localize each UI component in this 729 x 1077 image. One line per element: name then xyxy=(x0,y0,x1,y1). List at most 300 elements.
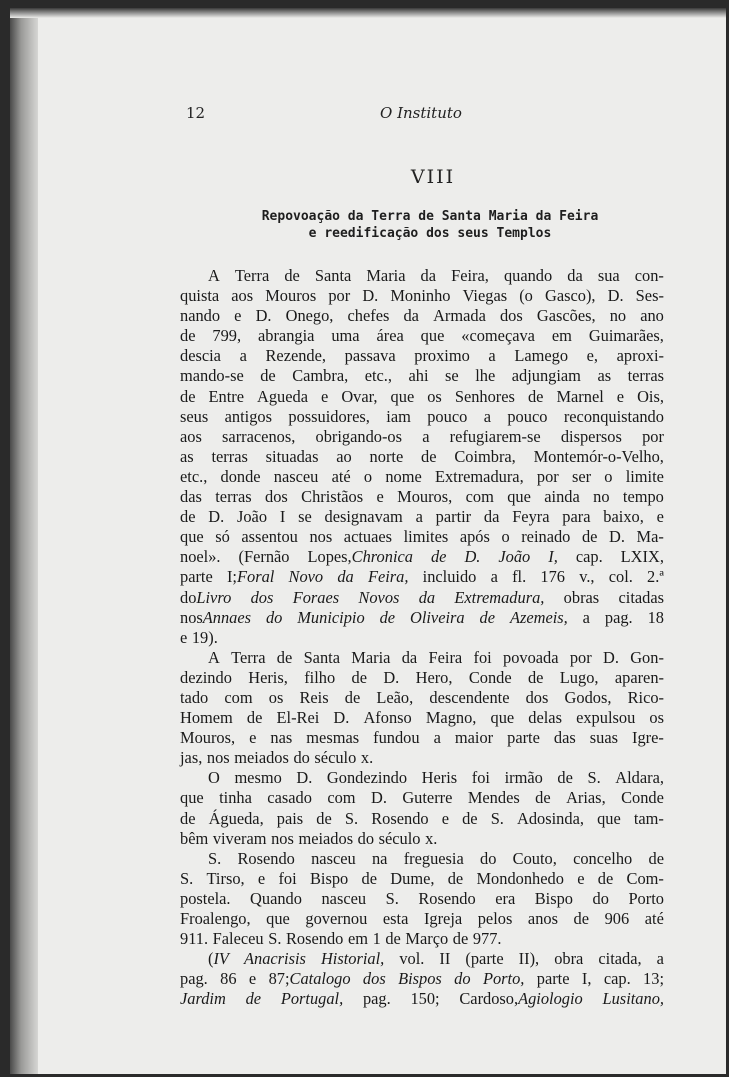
word: século xyxy=(314,748,357,768)
word: 977. xyxy=(472,929,502,949)
word: pag. xyxy=(604,607,633,627)
section-heading-line: Repovoação da Terra de Santa Maria da Feira xyxy=(261,209,599,224)
word: foi xyxy=(473,647,492,667)
word: uma xyxy=(331,326,360,346)
word: de xyxy=(581,527,598,547)
word: D. xyxy=(333,708,350,728)
word: Março xyxy=(405,929,449,949)
word: abrangia xyxy=(257,326,315,346)
word: Lopes,Chronica xyxy=(307,547,413,567)
word: anos xyxy=(527,909,558,928)
word: que xyxy=(266,909,290,928)
journal-title: O Instituto xyxy=(380,104,462,122)
word: Gascões, xyxy=(536,306,596,326)
word: de xyxy=(379,607,396,627)
word: que xyxy=(597,808,621,828)
word: mando-se xyxy=(180,366,244,386)
word: A xyxy=(208,647,220,667)
text-line xyxy=(180,969,664,989)
word: dos xyxy=(525,687,549,707)
word: nando xyxy=(180,306,221,326)
word: terras xyxy=(627,366,664,386)
word: 176 xyxy=(540,567,565,587)
word: con- xyxy=(634,266,664,285)
word: de xyxy=(385,929,401,949)
word: de xyxy=(527,667,544,687)
text-line xyxy=(180,628,664,648)
word: Adosinda, xyxy=(517,808,584,828)
word: possuidores, xyxy=(288,406,370,426)
word: Bispo xyxy=(309,868,349,888)
word: limites xyxy=(403,527,449,547)
word: de xyxy=(276,647,293,667)
word: de xyxy=(535,788,551,808)
word: 86 xyxy=(220,969,237,989)
word: Ois, xyxy=(637,386,664,406)
word: que xyxy=(420,326,445,346)
word: foi xyxy=(278,868,297,888)
word: aparen- xyxy=(614,667,664,687)
word: Gasco), xyxy=(544,286,596,306)
word: aos xyxy=(180,426,202,446)
word: Novo xyxy=(288,567,324,587)
word: filho xyxy=(304,667,336,687)
word: I, xyxy=(548,547,558,567)
word: de xyxy=(573,909,590,928)
word: concelho xyxy=(573,848,633,868)
word: 18 xyxy=(647,607,664,627)
word: se xyxy=(298,507,312,527)
word: casado xyxy=(267,788,312,808)
word: meiados xyxy=(234,748,289,768)
word: parte xyxy=(180,567,213,587)
running-head xyxy=(10,104,726,126)
word: aos xyxy=(231,286,254,306)
word: Mouros, xyxy=(180,728,236,748)
word: obras xyxy=(563,587,600,607)
word: Maria xyxy=(366,266,406,285)
word: O xyxy=(208,768,220,788)
word: cap. xyxy=(603,969,631,989)
word: partir xyxy=(435,507,472,527)
word: para xyxy=(562,507,591,527)
word: fl. xyxy=(512,567,527,587)
text-line xyxy=(180,507,664,527)
word: v., xyxy=(579,567,595,587)
word: nos xyxy=(271,828,294,848)
word: mesmo xyxy=(234,768,282,788)
word: viveram xyxy=(212,828,267,848)
word: Viegas xyxy=(462,286,508,306)
word: Terra xyxy=(231,647,266,667)
word: tado xyxy=(180,687,209,707)
word: os xyxy=(427,386,442,406)
word: D. xyxy=(296,768,313,788)
word: reinado xyxy=(521,527,571,547)
word: Lamego xyxy=(514,346,569,366)
word: Aldara, xyxy=(615,768,664,788)
word: a xyxy=(488,346,496,366)
word: Rico- xyxy=(627,687,664,707)
word: pag. xyxy=(362,989,391,1009)
word: a xyxy=(239,346,247,366)
word: Coimbra, xyxy=(454,446,516,466)
word: descendente xyxy=(429,687,510,707)
word: de xyxy=(344,687,361,707)
word: pelos xyxy=(477,909,513,928)
word: na xyxy=(371,848,388,868)
word: do xyxy=(265,607,283,627)
word: ahi xyxy=(408,366,429,386)
word: de xyxy=(479,607,496,627)
word: Novos xyxy=(358,587,400,607)
word: obra xyxy=(554,949,584,969)
text-line xyxy=(180,809,664,829)
book-page xyxy=(10,8,726,1074)
text-line xyxy=(180,668,664,688)
word: Mendes xyxy=(467,788,520,808)
word: dos xyxy=(499,306,523,326)
word: nome xyxy=(385,466,422,486)
word: e xyxy=(234,306,242,326)
word: Guterre xyxy=(402,788,453,808)
word: I xyxy=(279,507,286,527)
word: de xyxy=(527,386,544,406)
word: de xyxy=(430,547,447,567)
word: D. xyxy=(370,788,387,808)
word: designavam xyxy=(324,507,403,527)
word: que xyxy=(507,487,531,507)
section-heading-line: e reedificação dos seus Templos xyxy=(308,226,552,241)
word: suas xyxy=(589,728,619,748)
word: e xyxy=(180,627,188,647)
word: Azemeis, xyxy=(509,607,568,627)
word: povoada xyxy=(503,647,559,667)
word: a xyxy=(433,728,441,748)
word: esta xyxy=(382,909,409,928)
text-line xyxy=(180,889,664,909)
word: até xyxy=(644,909,664,928)
word: dos xyxy=(362,969,386,989)
word: Heris xyxy=(421,768,458,788)
text-line xyxy=(180,768,664,788)
word: meiados xyxy=(298,828,354,848)
word: S. xyxy=(490,808,504,828)
word: (Fernão xyxy=(238,547,290,567)
word: Lusitano, xyxy=(602,989,664,1009)
text-line xyxy=(180,407,664,427)
word: sua xyxy=(597,266,620,285)
word: Onego, xyxy=(285,306,334,326)
word: de xyxy=(284,266,300,285)
word: Feira xyxy=(428,647,463,667)
word: Jardim xyxy=(180,989,226,1009)
word: 19). xyxy=(191,627,218,647)
text-line xyxy=(180,869,664,889)
text-line xyxy=(180,547,664,567)
word: da xyxy=(403,306,419,326)
text-line xyxy=(180,929,664,949)
word: Senhores xyxy=(454,386,515,406)
word: Hero, xyxy=(415,667,453,687)
word: (o xyxy=(519,286,533,306)
word: de xyxy=(260,366,276,386)
word: «começava xyxy=(461,326,535,346)
word: mesmas xyxy=(306,728,360,748)
word: Extremadura, xyxy=(454,587,545,607)
text-line xyxy=(180,447,664,467)
word: 87;Catalogo xyxy=(268,969,351,989)
word: que xyxy=(490,708,515,728)
word: D. xyxy=(602,647,619,667)
text-line xyxy=(180,286,664,306)
word: antigos xyxy=(224,406,272,426)
word: vol. xyxy=(399,949,425,969)
word: nasceu xyxy=(311,848,356,868)
word: da xyxy=(483,507,500,527)
word: A xyxy=(208,266,220,285)
word: a xyxy=(656,949,664,969)
word: o xyxy=(604,466,613,486)
word: Dume, xyxy=(390,868,435,888)
word: noel». xyxy=(180,547,221,567)
word: no xyxy=(593,487,610,507)
word: lhe xyxy=(475,366,496,386)
word: século xyxy=(378,828,421,848)
word: Rosendo xyxy=(237,848,295,868)
text-line xyxy=(180,527,664,547)
word: de xyxy=(648,848,664,868)
word: governou xyxy=(305,909,368,928)
word: o xyxy=(501,527,510,547)
word: Com- xyxy=(626,868,664,888)
word: seus xyxy=(180,406,209,426)
text-line xyxy=(180,326,664,346)
word: dispersos xyxy=(560,426,622,446)
word: Mondonhedo xyxy=(476,868,564,888)
word: e xyxy=(616,386,625,406)
word: a xyxy=(415,507,423,527)
word: bêm xyxy=(180,828,209,848)
word: que xyxy=(180,788,204,808)
word: Portugal, xyxy=(280,989,344,1009)
word: Rezende, xyxy=(265,346,327,366)
word: e xyxy=(577,868,585,888)
word: das xyxy=(180,487,202,507)
word: Armada xyxy=(433,306,486,326)
word: Maria xyxy=(351,647,391,667)
word: Ma- xyxy=(636,527,664,547)
word: do xyxy=(357,828,375,848)
word: (IV xyxy=(208,949,229,969)
text-line xyxy=(180,266,664,286)
word: com xyxy=(465,487,494,507)
text-line xyxy=(180,467,664,487)
word: por xyxy=(642,426,664,446)
word: norte xyxy=(369,446,404,466)
word: Heris, xyxy=(248,667,288,687)
word: Bispos xyxy=(398,969,442,989)
word: Quando xyxy=(250,888,302,908)
word: donde xyxy=(220,466,261,486)
word: de xyxy=(421,446,437,466)
word: reconquistando xyxy=(563,406,664,426)
word: I, xyxy=(581,969,592,989)
word: situadas xyxy=(265,446,319,466)
word: Cardoso,Agiologio xyxy=(459,989,583,1009)
word: S. xyxy=(587,768,601,788)
word: Rosendo xyxy=(286,929,344,949)
word: das xyxy=(553,728,576,748)
word: delas xyxy=(528,708,562,728)
word: parte xyxy=(507,728,540,748)
word: e, xyxy=(586,346,599,366)
word: descia xyxy=(180,346,221,366)
word: Águeda, xyxy=(208,808,264,828)
word: se xyxy=(445,366,459,386)
word: Anacrisis xyxy=(244,949,306,969)
text-line xyxy=(180,708,664,728)
word: S. xyxy=(344,808,359,828)
word: após xyxy=(459,527,490,547)
word: foi xyxy=(471,768,490,788)
word: e xyxy=(248,969,257,989)
word: passava xyxy=(344,346,396,366)
word: nasceu xyxy=(321,888,367,908)
word: proximo xyxy=(414,346,470,366)
word: Municipio xyxy=(297,607,365,627)
section-heading xyxy=(260,208,600,242)
word: 2.ª xyxy=(647,567,664,587)
word: baixo, xyxy=(603,507,644,527)
word: dezindo xyxy=(180,667,232,687)
word: os xyxy=(649,708,664,728)
word: Feira, xyxy=(367,567,409,587)
word: com xyxy=(224,687,253,707)
word: ainda xyxy=(544,487,580,507)
word: da xyxy=(420,266,437,285)
word: nas xyxy=(270,728,293,748)
word: João xyxy=(498,547,531,567)
word: Cambra, xyxy=(292,366,349,386)
text-line xyxy=(180,949,664,969)
word: nos xyxy=(206,748,230,768)
word: a xyxy=(422,426,430,446)
word: quando xyxy=(503,266,553,285)
word: que xyxy=(390,386,415,406)
text-line xyxy=(180,688,664,708)
word: de xyxy=(180,808,196,828)
word: de xyxy=(447,868,464,888)
word: do xyxy=(293,748,310,768)
word: Gondezindo xyxy=(326,768,408,788)
text-line xyxy=(180,728,664,748)
word: Conde xyxy=(621,788,664,808)
word: iam xyxy=(386,406,411,426)
word: x. xyxy=(360,748,374,768)
word: D. xyxy=(255,306,272,326)
text-line xyxy=(180,989,664,1009)
text-line xyxy=(180,588,664,608)
word: dos xyxy=(250,587,274,607)
word: de xyxy=(361,868,377,888)
word: Historial, xyxy=(320,949,385,969)
word: em xyxy=(347,929,368,949)
word: I;Foral xyxy=(226,567,275,587)
word: Santa xyxy=(303,647,340,667)
word: área xyxy=(376,326,404,346)
word: Rosendo xyxy=(371,808,429,828)
word: e xyxy=(441,808,449,828)
word: Feira, xyxy=(451,266,489,285)
word: Feyra xyxy=(512,507,550,527)
word: as xyxy=(597,366,612,386)
word: limite xyxy=(625,466,664,486)
word: Santa xyxy=(314,266,352,285)
word: Rosendo xyxy=(418,888,476,908)
word: parte xyxy=(536,969,570,989)
word: as xyxy=(180,446,194,466)
word: D. xyxy=(383,667,400,687)
word: pouco xyxy=(427,406,468,426)
word: a xyxy=(483,406,491,426)
word: de xyxy=(597,868,614,888)
word: 911. xyxy=(180,929,209,949)
word: S. xyxy=(268,929,282,949)
word: obrigando-os xyxy=(315,426,402,446)
word: Guimarães, xyxy=(588,326,664,346)
word: Reis xyxy=(299,687,329,707)
word: tinha xyxy=(219,788,252,808)
word: D. xyxy=(607,286,624,306)
word: pag. xyxy=(180,969,208,989)
word: 799, xyxy=(212,326,242,346)
word: e xyxy=(376,487,384,507)
word: D. xyxy=(362,286,379,306)
text-line xyxy=(180,748,664,768)
word: etc., xyxy=(364,366,393,386)
word: 1 xyxy=(372,929,381,949)
word: Igre- xyxy=(632,728,664,748)
word: e xyxy=(321,386,329,406)
word: Ses- xyxy=(635,286,664,306)
word: Mouros, xyxy=(397,487,453,507)
word: de xyxy=(351,667,367,687)
word: só xyxy=(215,527,230,547)
word: de xyxy=(246,708,263,728)
word: Agueda xyxy=(257,386,308,406)
page-number: 12 xyxy=(186,104,206,122)
chapter-number: VIII xyxy=(410,166,456,188)
word: incluido xyxy=(422,567,477,587)
word: de xyxy=(245,989,262,1009)
word: Tirso, xyxy=(206,868,245,888)
word: por xyxy=(569,647,592,667)
page-top-edge xyxy=(10,8,726,18)
word: Porto xyxy=(628,888,664,908)
text-line xyxy=(180,648,664,668)
word: ao xyxy=(336,446,352,466)
word: fundou xyxy=(373,728,420,748)
word: tam- xyxy=(633,808,664,828)
word: de xyxy=(180,507,196,527)
word: sarracenos, xyxy=(222,426,296,446)
word: que xyxy=(180,527,204,547)
word: Porto, xyxy=(482,969,525,989)
text-line xyxy=(180,608,664,628)
word: citada, xyxy=(598,949,642,969)
word: cap. xyxy=(575,547,603,567)
